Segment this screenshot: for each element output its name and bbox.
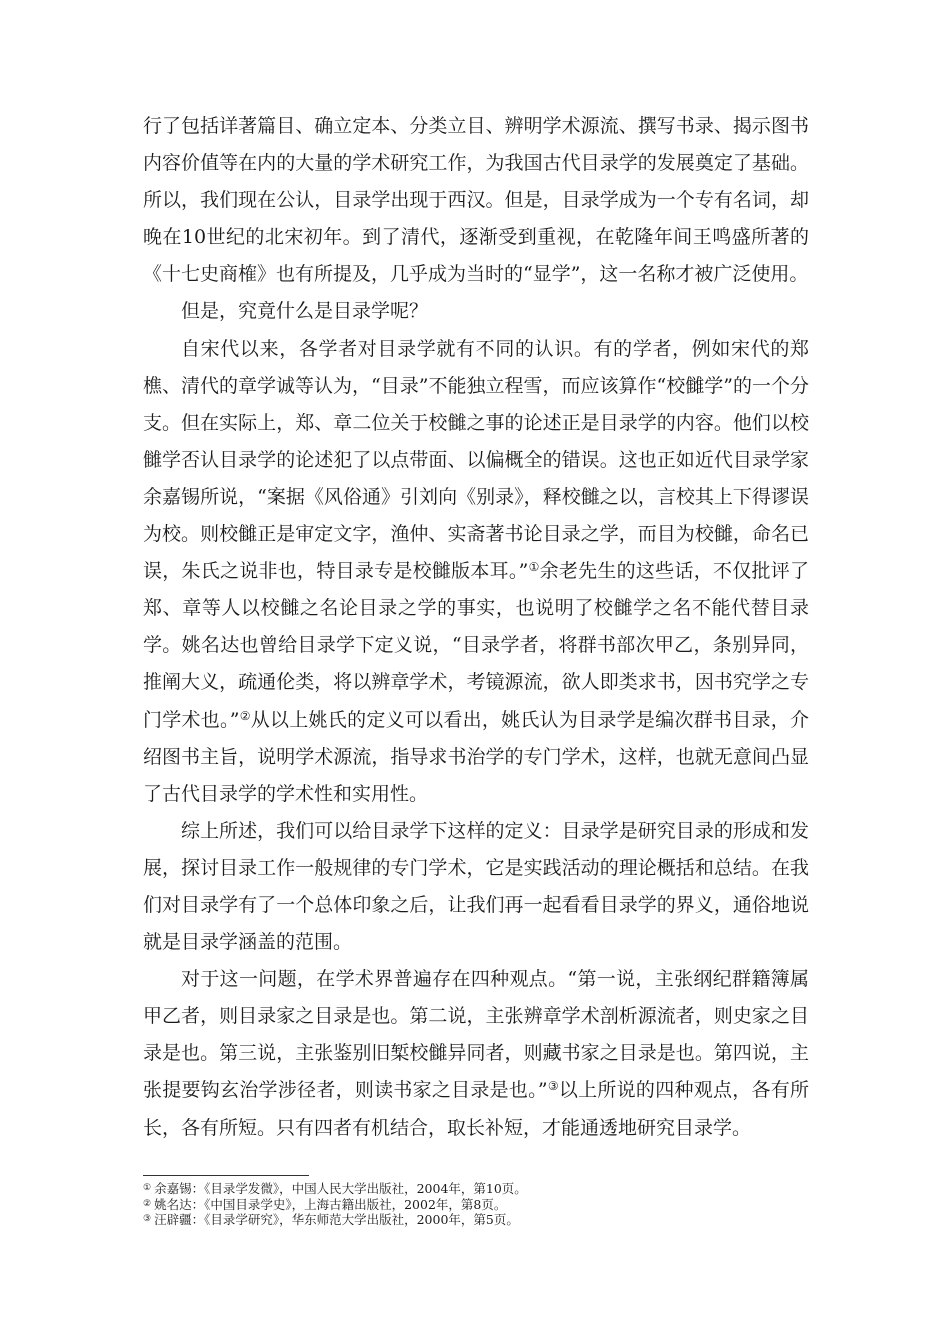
footnote-2	[143, 1197, 809, 1213]
paragraph-4: 综上所述，我们可以给目录学下这样的定义：目录学是研究目录的形成和发展，探讨目录工作一般规律的专门学术，它是实践活动的理论概括和总结。在我们对目录学有了一个总体印象之后，让我们再一起看看目录学的界义，通俗地说就是目录学涵盖的范围。	[143, 819, 809, 954]
paragraph-3-part-b: 余老先生的这些话，不仅批评了郑、章等人以校雠之名论目录之学的事实，也说明了校雠学之名不能代替目录学。姚名达也曾给目录学下定义说，“目录学者，将群书部次甲乙，条别异同，推阐大义，疏通伦类，将以辨章学术，考镜源流，欲人即类求书，因书究学之专门学术也。”	[143, 560, 809, 731]
footnote-1	[143, 1181, 809, 1197]
paragraph-5-part-b: 以上所说的四种观点，各有所长，各有所短。只有四者有机结合，取长补短，才能通透地研究目录学。	[143, 1079, 809, 1139]
paragraph-3	[143, 331, 809, 813]
paragraph-2: 但是，究竟什么是目录学呢？	[181, 300, 429, 323]
footnote-3-mark: ③	[143, 1214, 152, 1224]
footnote-3-text: 汪辟疆：《目录学研究》，华东师范大学出版社，2000年，第5页。	[154, 1212, 519, 1227]
paragraph-5-part-a: 对于这一问题，在学术界普遍存在四种观点。“第一说，主张纲纪群籍簿属甲乙者，则目录家之目录是也。第二说，主张辨章学术剖析源流者，则史家之目录是也。第三说，主张鉴别旧椠校雠异同者，则藏书家之目录是也。第四说，主张提要钩玄治学涉径者，则读书家之目录是也。”	[143, 968, 809, 1102]
footnote-ref-1[interactable]: ①	[528, 560, 540, 575]
footnote-1-text: 余嘉锡：《目录学发微》，中国人民大学出版社，2004年，第10页。	[154, 1181, 527, 1196]
paragraph-3-part-a: 自宋代以来，各学者对目录学就有不同的认识。有的学者，例如宋代的郑樵、清代的章学诚等认为，“目录”不能独立程雪，而应该算作“校雠学”的一个分支。但在实际上，郑、章二位关于校雠之事的论述正是目录学的内容。他们以校雠学否认目录学的论述犯了以点带面、以偏概全的错误。这也正如近代目录学家余嘉锡所说，“案据《风俗通》引刘向《别录》，释校雠之以，言校其上下得谬误为校。则校雠正是审定文字，渔仲、实斋著书论目录之学，而目为校雠，命名已误，朱氏之说非也，特目录专是校雠版本耳。”	[143, 337, 809, 583]
document-body	[143, 108, 809, 1147]
footnote-2-mark: ②	[143, 1198, 152, 1209]
footnote-3	[143, 1212, 809, 1228]
footnotes	[143, 1181, 809, 1228]
paragraph-3-part-c: 从以上姚氏的定义可以看出，姚氏认为目录学是编次群书目录，介绍图书主旨，说明学术源流，指导求书治学的专门学术，这样，也就无意间凸显了古代目录学的学术性和实用性。	[143, 708, 809, 805]
paragraph-5	[143, 961, 809, 1146]
footnote-1-mark: ①	[143, 1183, 152, 1193]
footnote-ref-3[interactable]: ③	[547, 1079, 559, 1094]
paragraph-1: 行了包括详著篇目、确立定本、分类立目、辨明学术源流、撰写书录、揭示图书内容价值等在内的大量的学术研究工作，为我国古代目录学的发展奠定了基础。所以，我们现在公认，目录学出现于西汉。但是，目录学成为一个专有名词，却晚在10世纪的北宋初年。到了清代，逐渐受到重视，在乾隆年间王鸣盛所著的《十七史商榷》也有所提及，几乎成为当时的“显学”，这一名称才被广泛使用。	[143, 115, 809, 286]
footnote-divider	[143, 1175, 309, 1176]
footnote-2-text: 姚名达：《中国目录学史》，上海古籍出版社，2002年，第8页。	[154, 1196, 507, 1212]
footnote-ref-2[interactable]: ②	[239, 708, 251, 723]
